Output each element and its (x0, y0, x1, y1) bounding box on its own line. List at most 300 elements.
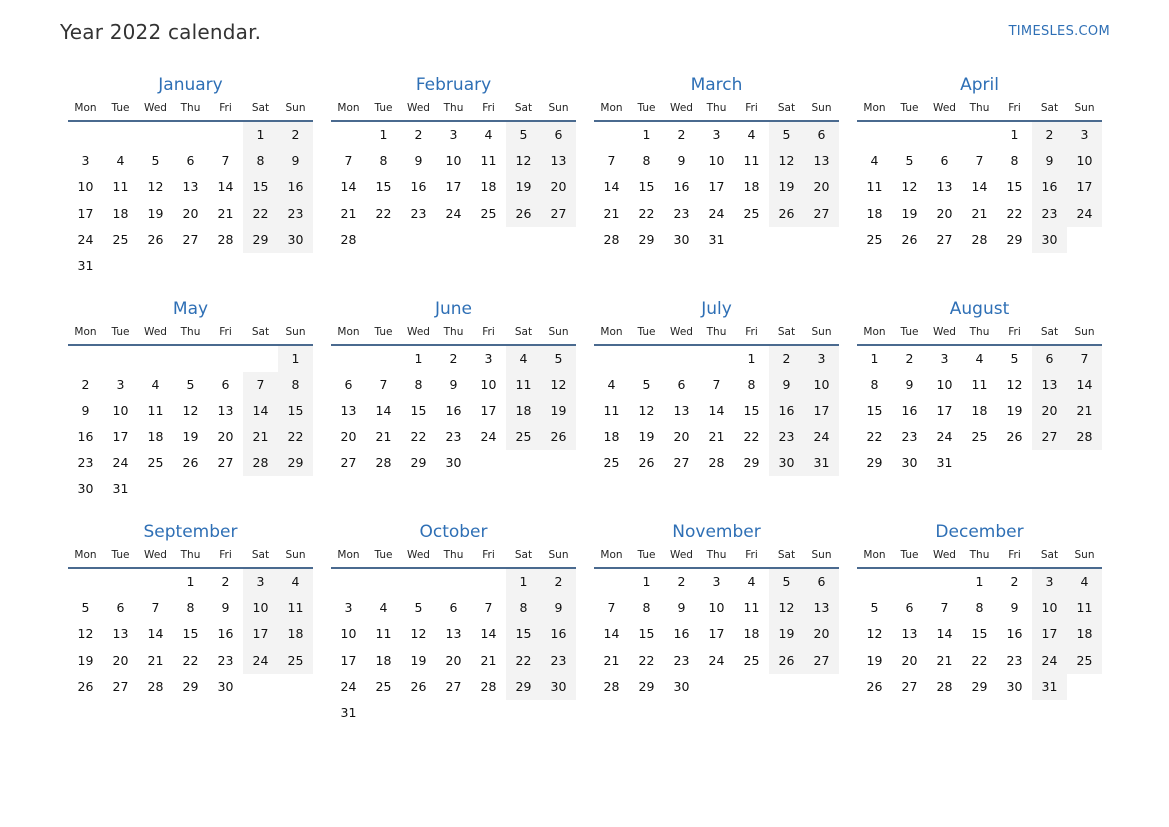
day-cell[interactable]: 19 (182, 429, 199, 445)
day-cell[interactable]: 3 (116, 376, 125, 392)
day-cell[interactable]: 6 (905, 600, 914, 616)
day-cell[interactable]: 29 (866, 455, 883, 471)
day-cell[interactable]: 12 (77, 626, 94, 642)
weekend-day[interactable]: 25 (506, 424, 541, 450)
day-cell[interactable]: 21 (480, 652, 497, 668)
day-cell[interactable]: 31 (708, 231, 725, 247)
day-cell[interactable]: 20 (901, 652, 918, 668)
weekend-day[interactable]: 11 (278, 595, 313, 621)
day-cell[interactable]: 13 (445, 626, 462, 642)
day-cell[interactable]: 18 (743, 179, 760, 195)
day-cell[interactable]: 20 (217, 429, 234, 445)
weekend-day[interactable]: 24 (1067, 201, 1102, 227)
weekend-day[interactable]: 11 (1067, 595, 1102, 621)
weekend-day[interactable]: 6 (541, 122, 576, 148)
day-cell[interactable]: 17 (480, 402, 497, 418)
weekend-day[interactable]: 13 (804, 595, 839, 621)
day-cell[interactable]: 27 (340, 455, 357, 471)
day-cell[interactable]: 28 (217, 231, 234, 247)
day-cell[interactable]: 13 (182, 179, 199, 195)
day-cell[interactable]: 1 (642, 127, 651, 142)
day-cell[interactable]: 16 (217, 626, 234, 642)
day-cell[interactable]: 3 (81, 153, 90, 169)
day-cell[interactable]: 5 (186, 376, 195, 392)
day-cell[interactable]: 26 (77, 678, 94, 694)
weekend-day[interactable]: 2 (1032, 122, 1067, 148)
day-cell[interactable]: 2 (449, 350, 458, 366)
site-link[interactable]: TIMESLES.COM (1008, 24, 1110, 39)
day-cell[interactable]: 30 (673, 231, 690, 247)
day-cell[interactable]: 26 (901, 231, 918, 247)
day-cell[interactable]: 18 (375, 652, 392, 668)
weekend-day[interactable]: 5 (541, 346, 576, 372)
weekend-day[interactable]: 25 (1067, 648, 1102, 674)
weekend-day[interactable]: 4 (506, 346, 541, 372)
day-cell[interactable]: 17 (936, 402, 953, 418)
day-cell[interactable]: 30 (217, 678, 234, 694)
day-cell[interactable]: 21 (971, 205, 988, 221)
day-cell[interactable]: 20 (340, 429, 357, 445)
day-cell[interactable]: 14 (375, 402, 392, 418)
day-cell[interactable]: 7 (712, 376, 721, 392)
day-cell[interactable]: 13 (217, 402, 234, 418)
day-cell[interactable]: 11 (743, 600, 760, 616)
day-cell[interactable]: 21 (936, 652, 953, 668)
weekend-day[interactable]: 8 (243, 148, 278, 174)
day-cell[interactable]: 18 (603, 429, 620, 445)
day-cell[interactable]: 24 (708, 205, 725, 221)
weekend-day[interactable]: 27 (1032, 424, 1067, 450)
weekend-day[interactable]: 29 (278, 450, 313, 476)
day-cell[interactable]: 7 (975, 153, 984, 169)
day-cell[interactable]: 21 (708, 429, 725, 445)
day-cell[interactable]: 5 (81, 600, 90, 616)
day-cell[interactable]: 28 (480, 678, 497, 694)
day-cell[interactable]: 17 (708, 179, 725, 195)
day-cell[interactable]: 6 (940, 153, 949, 169)
day-cell[interactable]: 24 (480, 429, 497, 445)
day-cell[interactable]: 4 (870, 153, 879, 169)
weekend-day[interactable]: 5 (769, 569, 804, 595)
weekend-day[interactable]: 19 (506, 174, 541, 200)
day-cell[interactable]: 23 (445, 429, 462, 445)
day-cell[interactable]: 25 (971, 429, 988, 445)
day-cell[interactable]: 29 (410, 455, 427, 471)
day-cell[interactable]: 14 (340, 179, 357, 195)
day-cell[interactable]: 1 (414, 350, 423, 366)
weekend-day[interactable]: 20 (541, 174, 576, 200)
weekend-day[interactable]: 19 (541, 398, 576, 424)
day-cell[interactable]: 5 (870, 600, 879, 616)
day-cell[interactable]: 11 (971, 376, 988, 392)
day-cell[interactable]: 21 (217, 205, 234, 221)
day-cell[interactable]: 17 (708, 626, 725, 642)
weekend-day[interactable]: 24 (1032, 648, 1067, 674)
day-cell[interactable]: 27 (673, 455, 690, 471)
weekend-day[interactable]: 12 (769, 595, 804, 621)
day-cell[interactable]: 18 (971, 402, 988, 418)
weekend-day[interactable]: 30 (541, 674, 576, 700)
day-cell[interactable]: 13 (340, 402, 357, 418)
weekend-day[interactable]: 17 (243, 621, 278, 647)
weekend-day[interactable]: 23 (769, 424, 804, 450)
day-cell[interactable]: 10 (445, 153, 462, 169)
weekend-day[interactable]: 15 (278, 398, 313, 424)
weekend-day[interactable]: 3 (243, 569, 278, 595)
weekend-day[interactable]: 30 (1032, 227, 1067, 253)
day-cell[interactable]: 13 (901, 626, 918, 642)
day-cell[interactable]: 30 (1006, 678, 1023, 694)
weekend-day[interactable]: 13 (804, 148, 839, 174)
weekend-day[interactable]: 23 (278, 201, 313, 227)
day-cell[interactable]: 2 (81, 376, 90, 392)
day-cell[interactable]: 10 (708, 153, 725, 169)
day-cell[interactable]: 1 (870, 350, 879, 366)
day-cell[interactable]: 7 (940, 600, 949, 616)
day-cell[interactable]: 4 (975, 350, 984, 366)
weekend-day[interactable]: 21 (1067, 398, 1102, 424)
day-cell[interactable]: 27 (217, 455, 234, 471)
day-cell[interactable]: 25 (743, 205, 760, 221)
weekend-day[interactable]: 10 (1032, 595, 1067, 621)
day-cell[interactable]: 26 (147, 231, 164, 247)
day-cell[interactable]: 5 (642, 376, 651, 392)
weekend-day[interactable]: 20 (804, 621, 839, 647)
day-cell[interactable]: 18 (866, 205, 883, 221)
weekend-day[interactable]: 24 (804, 424, 839, 450)
day-cell[interactable]: 8 (379, 153, 388, 169)
day-cell[interactable]: 6 (221, 376, 230, 392)
day-cell[interactable]: 11 (603, 402, 620, 418)
weekend-day[interactable]: 12 (506, 148, 541, 174)
weekend-day[interactable]: 17 (1032, 621, 1067, 647)
day-cell[interactable]: 2 (414, 127, 423, 142)
weekend-day[interactable]: 3 (1032, 569, 1067, 595)
day-cell[interactable]: 28 (971, 231, 988, 247)
day-cell[interactable]: 7 (151, 600, 160, 616)
day-cell[interactable]: 31 (112, 481, 129, 497)
day-cell[interactable]: 19 (638, 429, 655, 445)
day-cell[interactable]: 5 (905, 153, 914, 169)
day-cell[interactable]: 20 (112, 652, 129, 668)
day-cell[interactable]: 22 (182, 652, 199, 668)
weekend-day[interactable]: 9 (541, 595, 576, 621)
day-cell[interactable]: 25 (112, 231, 129, 247)
day-cell[interactable]: 8 (642, 600, 651, 616)
weekend-day[interactable]: 17 (1067, 174, 1102, 200)
weekend-day[interactable]: 31 (1032, 674, 1067, 700)
day-cell[interactable]: 22 (638, 205, 655, 221)
weekend-day[interactable]: 26 (506, 201, 541, 227)
day-cell[interactable]: 17 (340, 652, 357, 668)
day-cell[interactable]: 7 (379, 376, 388, 392)
weekend-day[interactable]: 19 (769, 174, 804, 200)
weekend-day[interactable]: 12 (541, 372, 576, 398)
day-cell[interactable]: 12 (638, 402, 655, 418)
weekend-day[interactable]: 6 (804, 569, 839, 595)
day-cell[interactable]: 23 (217, 652, 234, 668)
day-cell[interactable]: 16 (1006, 626, 1023, 642)
day-cell[interactable]: 23 (673, 205, 690, 221)
day-cell[interactable]: 29 (971, 678, 988, 694)
day-cell[interactable]: 4 (151, 376, 160, 392)
day-cell[interactable]: 13 (936, 179, 953, 195)
day-cell[interactable]: 21 (375, 429, 392, 445)
day-cell[interactable]: 9 (449, 376, 458, 392)
weekend-day[interactable]: 22 (506, 648, 541, 674)
weekend-day[interactable]: 31 (804, 450, 839, 476)
day-cell[interactable]: 16 (673, 626, 690, 642)
weekend-day[interactable]: 22 (278, 424, 313, 450)
weekend-day[interactable]: 13 (1032, 372, 1067, 398)
day-cell[interactable]: 11 (480, 153, 497, 169)
day-cell[interactable]: 2 (677, 127, 686, 142)
day-cell[interactable]: 27 (901, 678, 918, 694)
day-cell[interactable]: 15 (743, 402, 760, 418)
day-cell[interactable]: 19 (1006, 402, 1023, 418)
day-cell[interactable]: 26 (866, 678, 883, 694)
day-cell[interactable]: 16 (410, 179, 427, 195)
day-cell[interactable]: 29 (638, 678, 655, 694)
day-cell[interactable]: 21 (603, 205, 620, 221)
weekend-day[interactable]: 18 (1067, 621, 1102, 647)
weekend-day[interactable]: 9 (278, 148, 313, 174)
day-cell[interactable]: 5 (414, 600, 423, 616)
day-cell[interactable]: 23 (901, 429, 918, 445)
day-cell[interactable]: 3 (712, 574, 721, 589)
day-cell[interactable]: 14 (217, 179, 234, 195)
weekend-day[interactable]: 27 (804, 648, 839, 674)
day-cell[interactable]: 4 (747, 574, 756, 589)
day-cell[interactable]: 6 (344, 376, 353, 392)
day-cell[interactable]: 2 (1010, 574, 1019, 589)
day-cell[interactable]: 9 (1010, 600, 1019, 616)
day-cell[interactable]: 10 (708, 600, 725, 616)
day-cell[interactable]: 28 (375, 455, 392, 471)
weekend-day[interactable]: 10 (243, 595, 278, 621)
weekend-day[interactable]: 16 (541, 621, 576, 647)
day-cell[interactable]: 14 (603, 626, 620, 642)
day-cell[interactable]: 6 (449, 600, 458, 616)
weekend-day[interactable]: 1 (243, 122, 278, 148)
day-cell[interactable]: 8 (1010, 153, 1019, 169)
day-cell[interactable]: 30 (673, 678, 690, 694)
day-cell[interactable]: 27 (445, 678, 462, 694)
day-cell[interactable]: 9 (677, 153, 686, 169)
day-cell[interactable]: 15 (638, 179, 655, 195)
day-cell[interactable]: 7 (221, 153, 230, 169)
day-cell[interactable]: 11 (375, 626, 392, 642)
day-cell[interactable]: 29 (182, 678, 199, 694)
day-cell[interactable]: 31 (77, 257, 94, 273)
day-cell[interactable]: 10 (480, 376, 497, 392)
day-cell[interactable]: 7 (344, 153, 353, 169)
day-cell[interactable]: 13 (673, 402, 690, 418)
day-cell[interactable]: 9 (905, 376, 914, 392)
day-cell[interactable]: 3 (940, 350, 949, 366)
day-cell[interactable]: 6 (186, 153, 195, 169)
day-cell[interactable]: 8 (186, 600, 195, 616)
weekend-day[interactable]: 23 (1032, 201, 1067, 227)
day-cell[interactable]: 26 (638, 455, 655, 471)
weekend-day[interactable]: 21 (243, 424, 278, 450)
day-cell[interactable]: 8 (870, 376, 879, 392)
weekend-day[interactable]: 9 (1032, 148, 1067, 174)
weekend-day[interactable]: 16 (278, 174, 313, 200)
day-cell[interactable]: 16 (445, 402, 462, 418)
weekend-day[interactable]: 2 (541, 569, 576, 595)
day-cell[interactable]: 15 (638, 626, 655, 642)
day-cell[interactable]: 1 (642, 574, 651, 589)
day-cell[interactable]: 1 (186, 574, 195, 589)
weekend-day[interactable]: 27 (804, 201, 839, 227)
weekend-day[interactable]: 12 (769, 148, 804, 174)
day-cell[interactable]: 26 (182, 455, 199, 471)
day-cell[interactable]: 10 (77, 179, 94, 195)
weekend-day[interactable]: 11 (506, 372, 541, 398)
day-cell[interactable]: 29 (743, 455, 760, 471)
weekend-day[interactable]: 30 (769, 450, 804, 476)
day-cell[interactable]: 14 (936, 626, 953, 642)
day-cell[interactable]: 17 (77, 205, 94, 221)
day-cell[interactable]: 14 (708, 402, 725, 418)
day-cell[interactable]: 6 (116, 600, 125, 616)
weekend-day[interactable]: 22 (243, 201, 278, 227)
day-cell[interactable]: 14 (603, 179, 620, 195)
day-cell[interactable]: 24 (445, 205, 462, 221)
day-cell[interactable]: 25 (375, 678, 392, 694)
day-cell[interactable]: 23 (77, 455, 94, 471)
day-cell[interactable]: 19 (901, 205, 918, 221)
weekend-day[interactable]: 10 (804, 372, 839, 398)
day-cell[interactable]: 29 (638, 231, 655, 247)
day-cell[interactable]: 15 (866, 402, 883, 418)
day-cell[interactable]: 22 (743, 429, 760, 445)
day-cell[interactable]: 22 (638, 652, 655, 668)
day-cell[interactable]: 19 (147, 205, 164, 221)
day-cell[interactable]: 4 (379, 600, 388, 616)
day-cell[interactable]: 28 (708, 455, 725, 471)
day-cell[interactable]: 18 (480, 179, 497, 195)
day-cell[interactable]: 7 (607, 153, 616, 169)
weekend-day[interactable]: 7 (1067, 346, 1102, 372)
day-cell[interactable]: 12 (147, 179, 164, 195)
weekend-day[interactable]: 8 (278, 372, 313, 398)
day-cell[interactable]: 4 (607, 376, 616, 392)
day-cell[interactable]: 22 (971, 652, 988, 668)
day-cell[interactable]: 12 (1006, 376, 1023, 392)
day-cell[interactable]: 1 (747, 350, 756, 366)
day-cell[interactable]: 22 (1006, 205, 1023, 221)
weekend-day[interactable]: 13 (541, 148, 576, 174)
day-cell[interactable]: 22 (410, 429, 427, 445)
day-cell[interactable]: 18 (112, 205, 129, 221)
day-cell[interactable]: 8 (642, 153, 651, 169)
day-cell[interactable]: 3 (712, 127, 721, 142)
weekend-day[interactable]: 14 (1067, 372, 1102, 398)
day-cell[interactable]: 3 (344, 600, 353, 616)
weekend-day[interactable]: 3 (804, 346, 839, 372)
day-cell[interactable]: 19 (410, 652, 427, 668)
day-cell[interactable]: 24 (708, 652, 725, 668)
day-cell[interactable]: 9 (81, 402, 90, 418)
day-cell[interactable]: 25 (866, 231, 883, 247)
weekend-day[interactable]: 29 (243, 227, 278, 253)
day-cell[interactable]: 12 (182, 402, 199, 418)
weekend-day[interactable]: 18 (506, 398, 541, 424)
day-cell[interactable]: 24 (340, 678, 357, 694)
day-cell[interactable]: 18 (147, 429, 164, 445)
day-cell[interactable]: 1 (975, 574, 984, 589)
weekend-day[interactable]: 26 (769, 201, 804, 227)
day-cell[interactable]: 15 (182, 626, 199, 642)
day-cell[interactable]: 15 (971, 626, 988, 642)
day-cell[interactable]: 22 (375, 205, 392, 221)
day-cell[interactable]: 1 (379, 127, 388, 142)
day-cell[interactable]: 28 (936, 678, 953, 694)
day-cell[interactable]: 20 (182, 205, 199, 221)
day-cell[interactable]: 11 (112, 179, 129, 195)
weekend-day[interactable]: 2 (769, 346, 804, 372)
day-cell[interactable]: 8 (975, 600, 984, 616)
weekend-day[interactable]: 30 (278, 227, 313, 253)
day-cell[interactable]: 2 (905, 350, 914, 366)
day-cell[interactable]: 23 (410, 205, 427, 221)
day-cell[interactable]: 30 (77, 481, 94, 497)
day-cell[interactable]: 28 (340, 231, 357, 247)
day-cell[interactable]: 21 (340, 205, 357, 221)
day-cell[interactable]: 21 (603, 652, 620, 668)
weekend-day[interactable]: 28 (243, 450, 278, 476)
day-cell[interactable]: 10 (936, 376, 953, 392)
day-cell[interactable]: 17 (445, 179, 462, 195)
day-cell[interactable]: 20 (673, 429, 690, 445)
day-cell[interactable]: 7 (484, 600, 493, 616)
weekend-day[interactable]: 14 (243, 398, 278, 424)
day-cell[interactable]: 24 (112, 455, 129, 471)
weekend-day[interactable]: 28 (1067, 424, 1102, 450)
day-cell[interactable]: 25 (603, 455, 620, 471)
day-cell[interactable]: 10 (340, 626, 357, 642)
day-cell[interactable]: 24 (936, 429, 953, 445)
day-cell[interactable]: 8 (747, 376, 756, 392)
weekend-day[interactable]: 5 (506, 122, 541, 148)
day-cell[interactable]: 24 (77, 231, 94, 247)
day-cell[interactable]: 30 (445, 455, 462, 471)
day-cell[interactable]: 14 (147, 626, 164, 642)
day-cell[interactable]: 3 (449, 127, 458, 142)
weekend-day[interactable]: 29 (506, 674, 541, 700)
day-cell[interactable]: 9 (414, 153, 423, 169)
day-cell[interactable]: 30 (901, 455, 918, 471)
day-cell[interactable]: 4 (116, 153, 125, 169)
weekend-day[interactable]: 4 (1067, 569, 1102, 595)
day-cell[interactable]: 25 (743, 652, 760, 668)
day-cell[interactable]: 28 (147, 678, 164, 694)
weekend-day[interactable]: 6 (1032, 346, 1067, 372)
day-cell[interactable]: 16 (673, 179, 690, 195)
day-cell[interactable]: 9 (677, 600, 686, 616)
weekend-day[interactable]: 25 (278, 648, 313, 674)
weekend-day[interactable]: 23 (541, 648, 576, 674)
day-cell[interactable]: 23 (1006, 652, 1023, 668)
day-cell[interactable]: 12 (901, 179, 918, 195)
weekend-day[interactable]: 26 (541, 424, 576, 450)
day-cell[interactable]: 26 (410, 678, 427, 694)
day-cell[interactable]: 27 (112, 678, 129, 694)
weekend-day[interactable]: 16 (769, 398, 804, 424)
weekend-day[interactable]: 20 (1032, 398, 1067, 424)
